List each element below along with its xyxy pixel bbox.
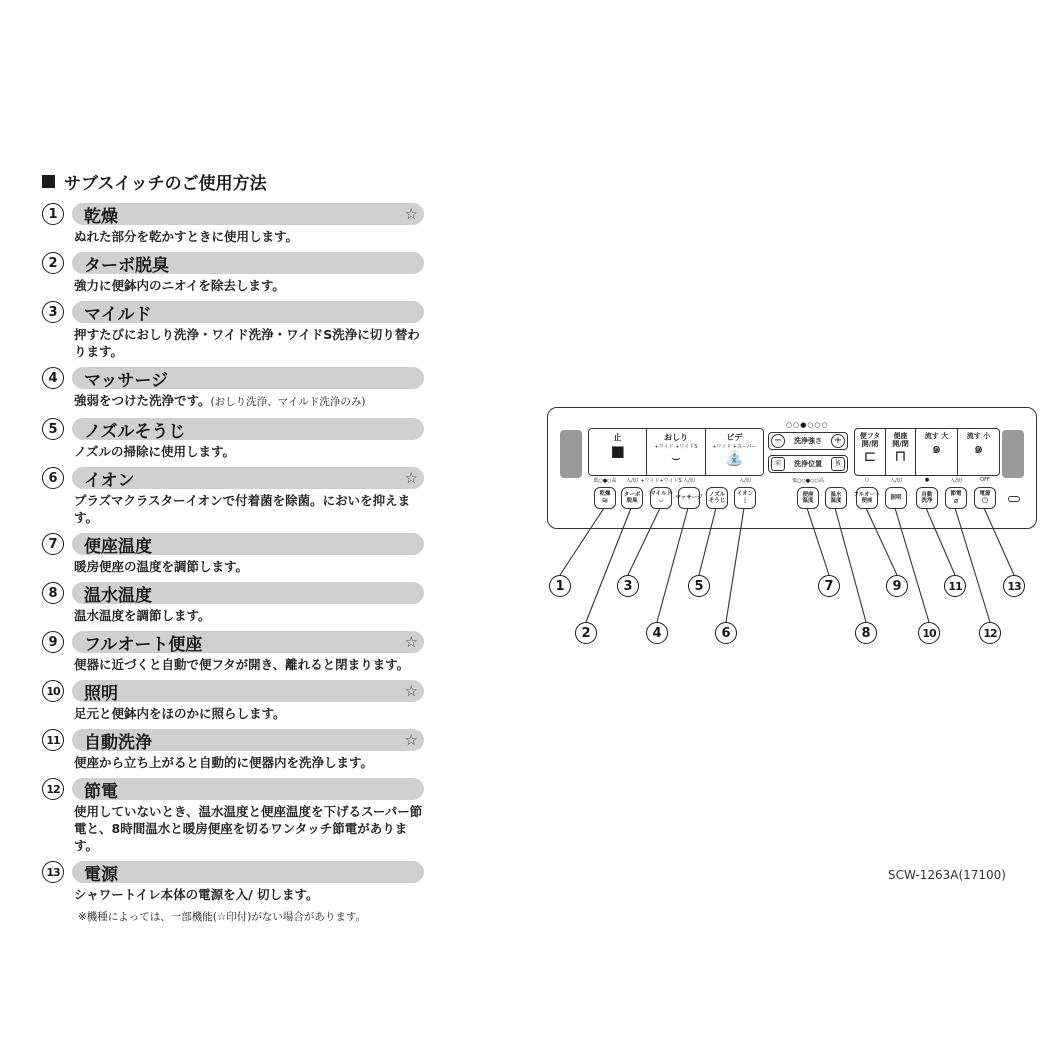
item-title: 照明	[84, 683, 118, 704]
pressure-minus-button[interactable]: −	[771, 434, 785, 448]
item-number: 7	[42, 533, 64, 555]
item-description-text: ノズルの掃除に使用します。	[74, 444, 236, 459]
item-description-text: ぬれた部分を乾かすときに使用します。	[74, 229, 299, 244]
sub-button-icon: ⁞	[743, 496, 747, 505]
mode-icon: ⌣	[671, 449, 681, 467]
item-title: 乾燥	[84, 206, 118, 227]
sub-button-label: マッサージ	[675, 495, 703, 501]
item-number: 5	[42, 418, 64, 440]
item-title: マッサージ	[84, 370, 168, 391]
callout-line	[984, 508, 1014, 575]
sub-button-icon: ⌣	[658, 496, 664, 505]
item-description-text: 便座から立ち上がると自動的に便器内を洗浄します。	[74, 755, 374, 770]
item-title: 自動洗浄	[84, 732, 152, 753]
position-back-button[interactable]: 後	[831, 457, 845, 471]
callout-number: 12	[979, 622, 1001, 644]
pressure-level-indicator: ○○●○○○	[786, 421, 829, 429]
sub-button-label: 便座 温度	[802, 492, 814, 504]
item-description-text: 暖房便座の温度を調節します。	[74, 559, 249, 574]
item-title: 便座温度	[84, 536, 152, 557]
item-number: 9	[42, 631, 64, 653]
callout-line	[628, 508, 660, 575]
item-number: 12	[42, 778, 64, 800]
mode-icon: ⛲	[724, 449, 744, 467]
sub-button-label: ノズル そうじ	[708, 492, 726, 504]
callout-number: 5	[688, 575, 710, 597]
callout-number: 1	[549, 575, 571, 597]
callout-number: 8	[855, 622, 877, 644]
item-number: 2	[42, 252, 64, 274]
sub-button-caption: 入/切	[739, 478, 751, 484]
sub-button-caption: OFF	[980, 477, 990, 483]
callout-line	[866, 508, 897, 575]
item-title: ターボ脱臭	[84, 255, 169, 276]
mode-label: ビデ	[726, 433, 743, 442]
sub-button-caption: 入/切	[890, 478, 902, 484]
flush-icon: ๑	[973, 439, 984, 457]
pressure-plus-button[interactable]: +	[831, 434, 845, 448]
callout-number: 7	[818, 575, 840, 597]
callout-line	[895, 508, 929, 622]
sub-button-label: イオン	[736, 491, 754, 497]
sub-button-label: 乾燥	[599, 491, 611, 497]
item-description-text: 押すたびにおしり洗浄・ワイド洗浄・ワイドS洗浄に切り替わります。	[74, 327, 420, 359]
sub-button-label: ターボ 脱臭	[623, 492, 641, 504]
sub-button-icon: ⏻	[981, 496, 989, 505]
position-label: 洗浄位置	[794, 460, 822, 468]
callout-number: 3	[617, 575, 639, 597]
callout-line	[560, 508, 604, 575]
item-description-text: 便器に近づくと自動で便フタが開き、離れると閉まります。	[74, 657, 410, 672]
sub-button-icon: ⌀	[953, 496, 959, 505]
sub-button-caption: 低○●○高	[593, 478, 617, 484]
sub-button-label: 照明	[890, 495, 902, 501]
sub-button-caption: 低○○●○○高	[792, 478, 824, 484]
document-code: SCW-1263A(17100)	[888, 868, 1006, 882]
item-title: マイルド	[84, 304, 152, 325]
item-description-text: 強力に便鉢内のニオイを除去します。	[74, 278, 285, 293]
callout-line	[926, 508, 955, 575]
sub-button-label: 節電	[950, 491, 962, 497]
sub-button-label: 電源	[979, 491, 991, 497]
star-icon: ☆	[404, 469, 418, 487]
star-icon: ☆	[404, 633, 418, 651]
sub-button-caption: 入/切	[950, 478, 962, 484]
sub-button-label: 温水 温度	[830, 492, 842, 504]
item-number: 6	[42, 467, 64, 489]
item-number: 4	[42, 367, 64, 389]
mode-label: おしり	[663, 433, 688, 442]
callout-line	[835, 508, 866, 622]
mode-sublabel: +ワイド +ワイドS	[654, 444, 698, 450]
callout-line	[807, 508, 829, 575]
callout-number: 4	[646, 622, 668, 644]
item-description-text: プラズマクラスターイオンで付着菌を除菌。においを抑えます。	[74, 493, 411, 525]
star-icon: ☆	[404, 731, 418, 749]
flush-label: 流す 小	[966, 432, 991, 440]
sub-button-caption: +ワイド+ワイドS	[640, 478, 682, 484]
pressure-label: 洗浄強さ	[794, 437, 822, 445]
callout-line	[955, 508, 990, 622]
item-title: イオン	[84, 470, 135, 491]
item-description-text: シャワートイレ本体の電源を入/ 切します。	[74, 887, 319, 902]
item-description-note: (おしり洗浄、マイルド洗浄のみ)	[210, 396, 366, 408]
item-description-text: 強弱をつけた洗浄です。	[74, 393, 211, 408]
callout-number: 11	[944, 575, 966, 597]
mode-icon: ■	[610, 442, 625, 460]
item-number: 3	[42, 301, 64, 323]
callout-line	[657, 508, 688, 622]
callout-number: 2	[575, 622, 597, 644]
flush-label: 便座 開/閉	[892, 432, 909, 448]
callout-number: 9	[886, 575, 908, 597]
sub-button-caption: ○	[864, 477, 870, 483]
sub-button-caption: 入/切	[683, 478, 695, 484]
callout-number: 6	[715, 622, 737, 644]
flush-icon: ⊓	[894, 447, 907, 465]
flush-label: 流す 大	[924, 432, 949, 440]
sub-button-caption: 入/切	[626, 478, 638, 484]
flush-label: 便フタ 開/閉	[859, 432, 881, 448]
callout-number: 10	[918, 622, 940, 644]
item-number: 13	[42, 861, 64, 883]
sub-button-icon: ≋	[601, 496, 609, 505]
item-number: 1	[42, 203, 64, 225]
item-title: 温水温度	[84, 585, 152, 606]
star-icon: ☆	[404, 205, 418, 223]
mode-sublabel: +ワイド +スーパー	[712, 444, 757, 450]
mode-label: 止	[613, 433, 622, 442]
flush-icon: ⊏	[863, 447, 877, 465]
callout-number: 13	[1003, 575, 1025, 597]
footnote: ※機種によっては、一部機能(☆印付)がない場合があります。	[78, 911, 367, 923]
flush-icon: ๑	[931, 439, 942, 457]
item-description-text: 使用していないとき、温水温度と便座温度を下げるスーパー節電と、8時間温水と暖房便座を切るワンタッチ節電があります。	[74, 804, 423, 853]
item-description-text: 足元と便鉢内をほのかに照らします。	[74, 706, 286, 721]
sub-button-label: 自動 洗浄	[921, 492, 933, 504]
item-description-text: 温水温度を調節します。	[74, 608, 211, 623]
section-title-text: サブスイッチのご使用方法	[64, 173, 267, 194]
item-number: 8	[42, 582, 64, 604]
callout-line	[726, 508, 744, 622]
item-title: ノズルそうじ	[84, 421, 186, 442]
item-title: フルオート便座	[84, 634, 203, 655]
item-title: 節電	[84, 781, 118, 802]
position-front-button[interactable]: 前	[771, 457, 785, 471]
item-number: 10	[42, 680, 64, 702]
item-title: 電源	[84, 864, 118, 885]
star-icon: ☆	[404, 682, 418, 700]
item-number: 11	[42, 729, 64, 751]
sub-button-label: マイルド	[650, 491, 672, 497]
sub-button-label: フルオート 便座	[853, 492, 881, 504]
sub-button-caption: ●	[924, 477, 930, 483]
callout-line	[699, 508, 716, 575]
